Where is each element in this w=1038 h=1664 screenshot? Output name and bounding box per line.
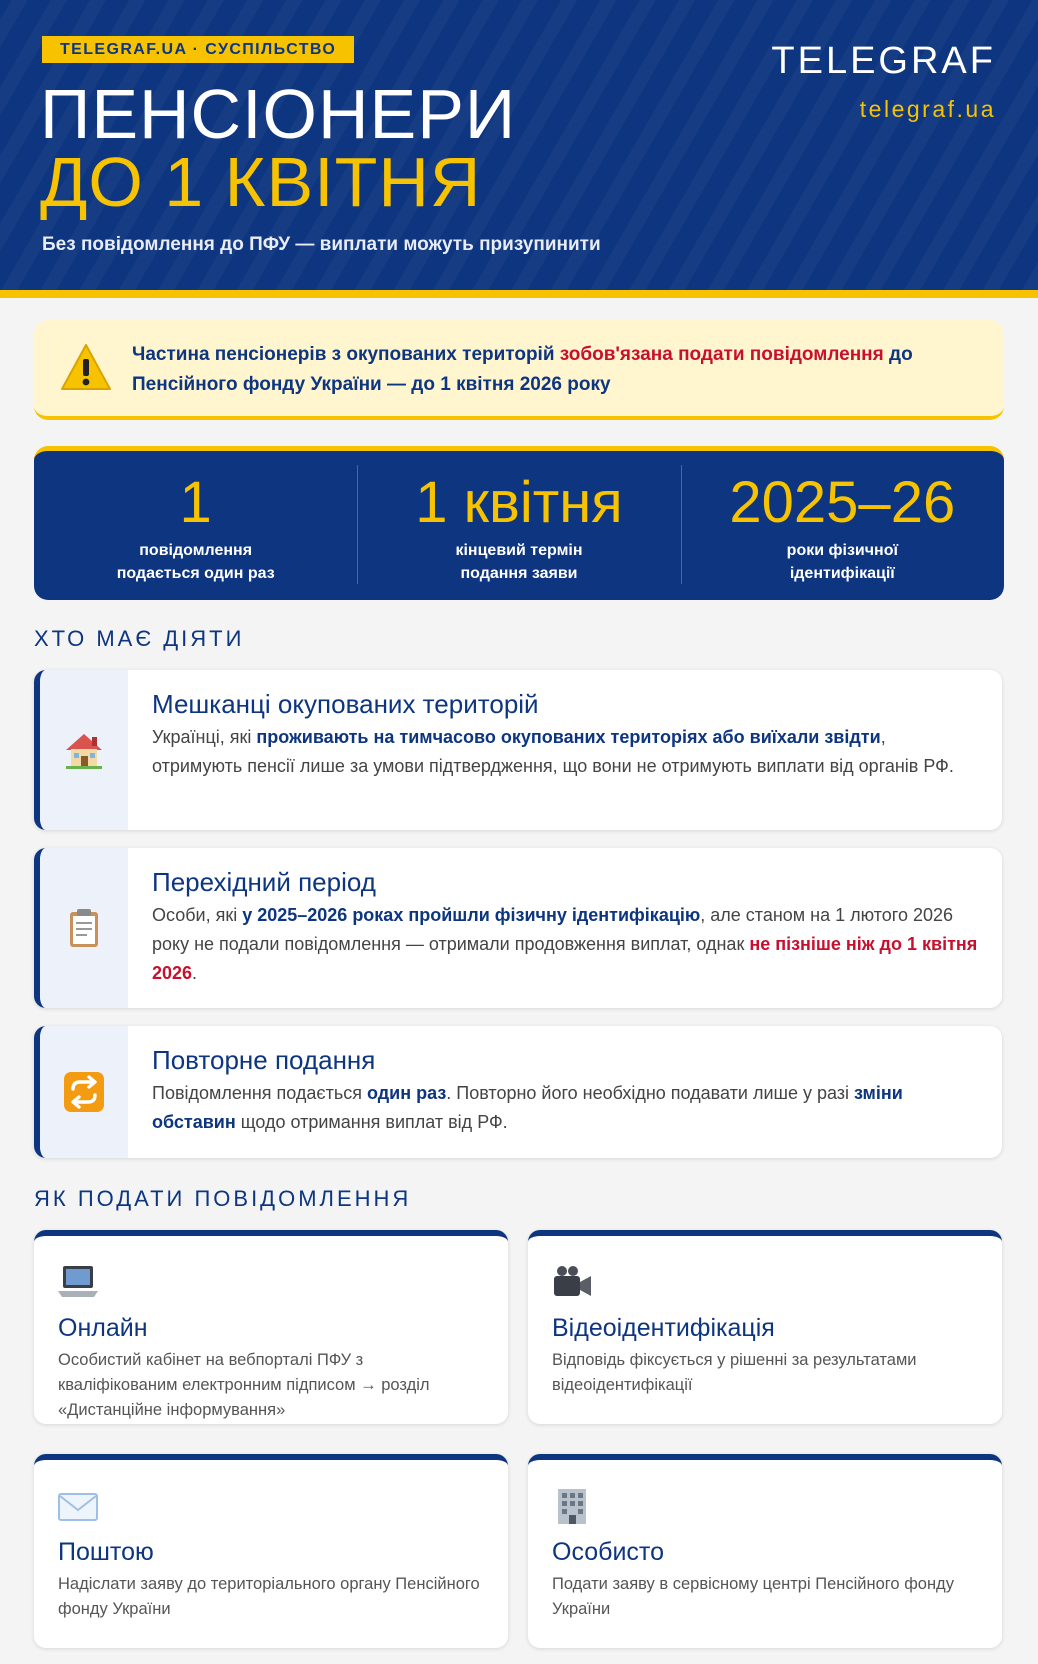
- stat-label-line2: ідентифікації: [789, 565, 895, 582]
- stat-label-line2: подається один раз: [116, 565, 275, 582]
- how-card-text: Надіслати заяву до територіального органу Пенсійного фонду України: [58, 1575, 480, 1618]
- who-card-text: [152, 1079, 980, 1137]
- stat-years: [681, 451, 1004, 600]
- stat-notifications: [34, 451, 357, 600]
- who-icon-column: [40, 1026, 128, 1158]
- how-card-online: [34, 1230, 508, 1424]
- header-banner: [0, 0, 1038, 298]
- text-warning: не пізніше ніж до 1 квітня 2026: [152, 934, 978, 983]
- how-card-title: Особисто: [552, 1538, 664, 1566]
- house-icon: [62, 728, 106, 772]
- how-card-text: Відповідь фіксується у рішенні за результатами відеоідентифікації: [552, 1351, 917, 1394]
- text-part: , отримують пенсії лише за умови підтвердження, що вони не отримують виплати від органів РФ.: [152, 727, 954, 776]
- section-kicker[interactable]: TELEGRAF.UA · СУСПІЛЬСТВО: [42, 36, 354, 63]
- alert-text-part2: до Пенсійного фонду України — до 1 квітня 2026 року: [132, 344, 913, 395]
- stat-label-line2: подання заяви: [460, 565, 578, 582]
- who-card-title: Мешканці окупованих територій: [152, 689, 539, 719]
- envelope-icon: [56, 1486, 100, 1526]
- who-card-resubmission: [34, 1026, 1002, 1158]
- alert-text: [132, 340, 982, 400]
- text-part: Особи, які: [152, 905, 243, 925]
- text-part: , але станом на 1 лютого 2026 року не подали повідомлення — отримали продовження виплат, однак: [152, 905, 954, 954]
- who-card-residents: [34, 670, 1002, 830]
- text-part: . Повторно його необхідно подавати лише у разі: [446, 1083, 855, 1103]
- text-part: щодо отримання виплат від РФ.: [235, 1112, 508, 1132]
- who-card-transition: [34, 848, 1002, 1008]
- who-card-title: Перехідний період: [152, 867, 376, 897]
- text-emphasis: один раз: [366, 1083, 447, 1103]
- text-emphasis: проживають на тимчасово окупованих територіях або виїхали звідти: [256, 727, 881, 747]
- stat-label-line1: повідомлення: [139, 542, 253, 559]
- stat-value: 1 квітня: [415, 470, 623, 535]
- who-card-body: [152, 866, 980, 988]
- who-card-title: Повторне подання: [152, 1045, 376, 1075]
- alert-banner: [34, 320, 1004, 420]
- warning-icon: [60, 342, 112, 394]
- stat-label: [681, 539, 1004, 585]
- repeat-icon: [62, 1070, 106, 1114]
- who-icon-column: [40, 848, 128, 1008]
- who-card-body: [152, 1044, 980, 1137]
- how-card-video: [528, 1230, 1002, 1424]
- stat-label-line1: кінцевий термін: [455, 542, 583, 559]
- laptop-icon: [56, 1262, 100, 1302]
- who-card-body: [152, 688, 980, 781]
- stat-value: 2025–26: [729, 470, 956, 535]
- how-card-text: Особистий кабінет на вебпорталі ПФУ з кваліфікованим електронним підписом → розділ «Дистанційне інформування»: [58, 1351, 430, 1419]
- office-building-icon: [550, 1486, 594, 1526]
- alert-highlight: зобов'язана подати повідомлення: [559, 344, 884, 365]
- section-title-how: ЯК ПОДАТИ ПОВІДОМЛЕННЯ: [34, 1186, 412, 1211]
- page-title-line2: ДО 1 КВІТНЯ: [40, 143, 482, 221]
- text-part: Повідомлення подається: [152, 1083, 367, 1103]
- stat-label: [34, 539, 357, 585]
- alert-text-part1: Частина пенсіонерів з окупованих територій: [132, 344, 560, 365]
- how-card-text: Подати заяву в сервісному центрі Пенсійного фонду України: [552, 1575, 954, 1618]
- text-part: .: [192, 963, 198, 983]
- how-card-mail: [34, 1454, 508, 1648]
- how-card-title: Відеоідентифікація: [552, 1314, 775, 1342]
- stat-label: [357, 539, 680, 585]
- who-icon-column: [40, 670, 128, 830]
- brand-logo[interactable]: TELEGRAF: [771, 40, 996, 82]
- stats-panel: [34, 446, 1004, 600]
- clipboard-icon: [62, 906, 106, 950]
- stat-value: 1: [179, 470, 212, 535]
- section-title-who: ХТО МАЄ ДІЯТИ: [34, 626, 245, 651]
- text-part: Українці, які: [152, 727, 257, 747]
- stat-label-line1: роки фізичної: [786, 542, 898, 559]
- video-camera-icon: [550, 1262, 594, 1302]
- text-emphasis: у 2025–2026 роках пройшли фізичну ідентифікацію: [242, 905, 701, 925]
- how-card-in-person: [528, 1454, 1002, 1648]
- text-emphasis: зміни обставин: [152, 1083, 903, 1132]
- who-card-text: [152, 901, 980, 988]
- who-card-text: [152, 723, 980, 781]
- brand-url[interactable]: telegraf.ua: [859, 96, 996, 122]
- page-subtitle: Без повідомлення до ПФУ — виплати можуть призупинити: [42, 234, 601, 255]
- how-card-title: Онлайн: [58, 1314, 148, 1342]
- page-title-line1: ПЕНСІОНЕРИ: [40, 75, 517, 153]
- how-card-title: Поштою: [58, 1538, 154, 1566]
- stat-deadline: [357, 451, 680, 600]
